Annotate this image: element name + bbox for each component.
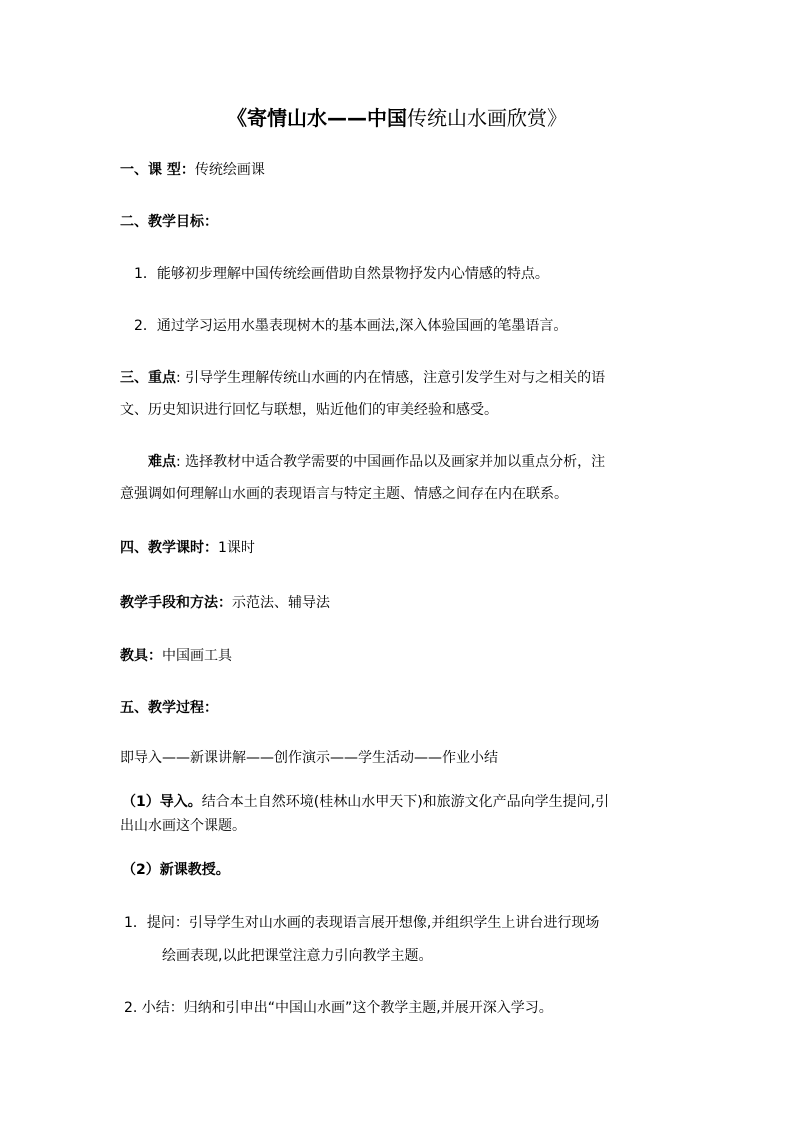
step-text: 结合本土自然环境(桂林山水甲天下)和旅游文化产品向学生提问,引 (201, 794, 610, 810)
section-label: 一、课 型： (120, 162, 195, 178)
step-new-lesson: （2）新课教授。 (122, 862, 230, 878)
section-label: 三、重点 (120, 370, 176, 386)
process-flow: 即导入——新课讲解——创作演示——学生活动——作业小结 (120, 750, 498, 766)
section-teaching-process: 五、教学过程： (120, 700, 218, 716)
goal-item-1: 1．能够初步理解中国传统绘画借助自然景物抒发内心情感的特点。 (134, 266, 549, 282)
lesson-item-1-continuation: 绘画表现,以此把课堂注意力引向教学主题。 (162, 948, 433, 964)
step-introduction (122, 792, 609, 812)
section-text: 中国画工具 (162, 648, 232, 664)
lesson-item-1: 1．提问：引导学生对山水画的表现语言展开想像,并组织学生上讲台进行现场 (124, 915, 600, 931)
section-text: : 选择教材中适合教学需要的中国画作品以及画家并加以重点分析，注 (176, 454, 606, 470)
section-text: : 引导学生理解传统山水画的内在情感，注意引发学生对与之相关的语 (176, 370, 606, 386)
difficulty-continuation: 意强调如何理解山水画的表现语言与特定主题、情感之间存在内在联系。 (120, 486, 568, 502)
section-label: 教具： (120, 648, 162, 664)
section-teaching-tools (120, 646, 232, 666)
title-normal-part: 传统山水画欣赏》 (407, 106, 567, 130)
section-teaching-goals: 二、教学目标： (120, 214, 218, 230)
step-label: （1）导入。 (122, 794, 202, 810)
section-label: 四、教学课时： (120, 540, 218, 556)
section-text: 示范法、辅导法 (232, 595, 330, 611)
section-lesson-type (120, 160, 265, 180)
goal-item-2: 2．通过学习运用水墨表现树木的基本画法,深入体验国画的笔墨语言。 (134, 318, 568, 334)
section-text: 1课时 (218, 540, 255, 556)
section-label: 教学手段和方法： (120, 595, 232, 611)
section-text: 传统绘画课 (194, 162, 265, 178)
document-title (0, 104, 794, 132)
step-introduction-continuation: 出山水画这个课题。 (120, 818, 246, 834)
section-difficulty (148, 452, 605, 472)
key-points-continuation: 文、历史知识进行回忆与联想，贴近他们的审美经验和感受。 (120, 402, 498, 418)
section-lesson-hours (120, 538, 255, 558)
section-key-points (120, 368, 605, 388)
lesson-item-2: 2. 小结：归纳和引申出“中国山水画”这个教学主题,并展开深入学习。 (124, 1000, 553, 1016)
section-methods (120, 593, 330, 613)
title-bold-part: 《寄情山水——中国 (227, 106, 407, 130)
section-label: 难点 (148, 454, 176, 470)
